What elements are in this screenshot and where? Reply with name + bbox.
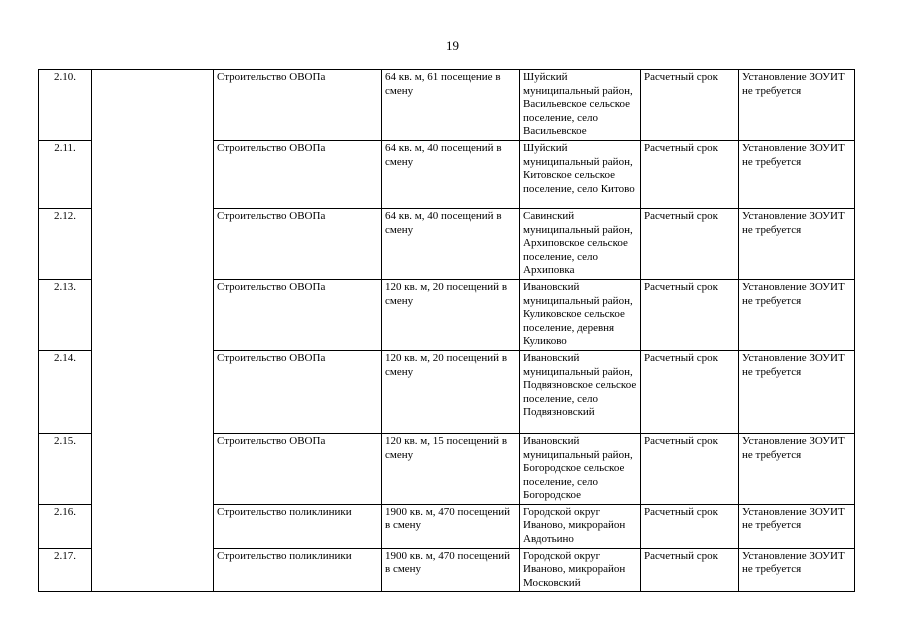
row-number: 2.15.: [39, 433, 92, 504]
table-row: [39, 433, 855, 504]
row-number: 2.17.: [39, 548, 92, 592]
params-cell: 64 кв. м, 61 посещение в смену: [382, 70, 520, 141]
location-cell: Городской округ Иваново, микрорайон Авдотьино: [520, 504, 641, 548]
params-cell: 120 кв. м, 20 посещений в смену: [382, 279, 520, 350]
term-cell: Расчетный срок: [641, 548, 739, 592]
note-cell: Установление ЗОУИТ не требуется: [739, 433, 855, 504]
location-cell: Савинский муниципальный район, Архиповское сельское поселение, село Архиповка: [520, 208, 641, 279]
empty-cell: [92, 208, 214, 279]
empty-cell: [92, 504, 214, 548]
object-cell: Строительство ОВОПа: [214, 279, 382, 350]
term-cell: Расчетный срок: [641, 433, 739, 504]
object-cell: Строительство поликлиники: [214, 504, 382, 548]
object-cell: Строительство ОВОПа: [214, 208, 382, 279]
empty-cell: [92, 433, 214, 504]
object-cell: Строительство ОВОПа: [214, 140, 382, 208]
table-row: [39, 548, 855, 592]
location-cell: Ивановский муниципальный район, Куликовское сельское поселение, деревня Куликово: [520, 279, 641, 350]
object-cell: Строительство ОВОПа: [214, 433, 382, 504]
note-cell: Установление ЗОУИТ не требуется: [739, 208, 855, 279]
note-cell: Установление ЗОУИТ не требуется: [739, 70, 855, 141]
row-number: 2.12.: [39, 208, 92, 279]
table-row: [39, 70, 855, 141]
facilities-table: [38, 69, 855, 592]
params-cell: 64 кв. м, 40 посещений в смену: [382, 140, 520, 208]
term-cell: Расчетный срок: [641, 208, 739, 279]
row-number: 2.10.: [39, 70, 92, 141]
empty-cell: [92, 350, 214, 433]
empty-cell: [92, 548, 214, 592]
params-cell: 64 кв. м, 40 посещений в смену: [382, 208, 520, 279]
note-cell: Установление ЗОУИТ не требуется: [739, 504, 855, 548]
row-number: 2.16.: [39, 504, 92, 548]
location-cell: Городской округ Иваново, микрорайон Московский: [520, 548, 641, 592]
params-cell: 1900 кв. м, 470 посещений в смену: [382, 548, 520, 592]
params-cell: 120 кв. м, 20 посещений в смену: [382, 350, 520, 433]
page-number: 19: [446, 38, 459, 53]
term-cell: Расчетный срок: [641, 140, 739, 208]
row-number: 2.13.: [39, 279, 92, 350]
table-row: [39, 140, 855, 208]
note-cell: Установление ЗОУИТ не требуется: [739, 279, 855, 350]
empty-cell: [92, 279, 214, 350]
note-cell: Установление ЗОУИТ не требуется: [739, 140, 855, 208]
location-cell: Шуйский муниципальный район, Васильевское сельское поселение, село Васильевское: [520, 70, 641, 141]
table-row: [39, 279, 855, 350]
term-cell: Расчетный срок: [641, 504, 739, 548]
table-row: [39, 350, 855, 433]
params-cell: 120 кв. м, 15 посещений в смену: [382, 433, 520, 504]
table-row: [39, 208, 855, 279]
term-cell: Расчетный срок: [641, 279, 739, 350]
object-cell: Строительство поликлиники: [214, 548, 382, 592]
term-cell: Расчетный срок: [641, 70, 739, 141]
location-cell: Ивановский муниципальный район, Подвязновское сельское поселение, село Подвязновский: [520, 350, 641, 433]
empty-cell: [92, 140, 214, 208]
row-number: 2.11.: [39, 140, 92, 208]
row-number: 2.14.: [39, 350, 92, 433]
table-row: [39, 504, 855, 548]
note-cell: Установление ЗОУИТ не требуется: [739, 350, 855, 433]
note-cell: Установление ЗОУИТ не требуется: [739, 548, 855, 592]
empty-cell: [92, 70, 214, 141]
params-cell: 1900 кв. м, 470 посещений в смену: [382, 504, 520, 548]
object-cell: Строительство ОВОПа: [214, 70, 382, 141]
object-cell: Строительство ОВОПа: [214, 350, 382, 433]
location-cell: Ивановский муниципальный район, Богородское сельское поселение, село Богородское: [520, 433, 641, 504]
term-cell: Расчетный срок: [641, 350, 739, 433]
location-cell: Шуйский муниципальный район, Китовское сельское поселение, село Китово: [520, 140, 641, 208]
